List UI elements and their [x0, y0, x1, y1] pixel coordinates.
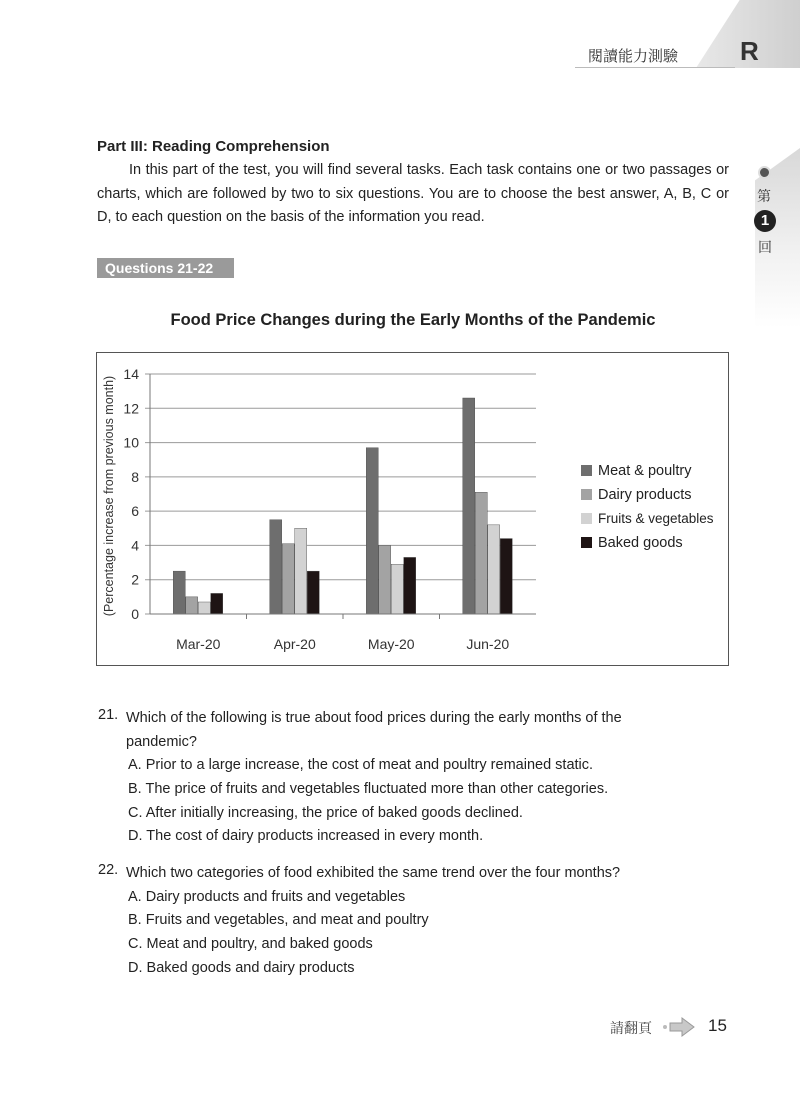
legend-label: Dairy products: [598, 487, 692, 503]
y-tick-label: 6: [131, 503, 139, 520]
option-d[interactable]: D. The cost of dairy products increased in every month.: [128, 828, 484, 844]
option-d[interactable]: D. Baked goods and dairy products: [128, 960, 355, 976]
option-a[interactable]: A. Prior to a large increase, the cost of meat and poultry remained static.: [128, 757, 594, 773]
y-tick-label: 14: [123, 366, 139, 382]
x-tick-label: Mar-20: [176, 636, 221, 652]
option-c[interactable]: C. Meat and poultry, and baked goods: [128, 936, 373, 952]
legend-swatch: [581, 513, 592, 524]
y-tick-label: 8: [131, 468, 139, 485]
bar-meat-poultry: [366, 448, 378, 614]
bar-dairy-products: [186, 597, 198, 614]
legend-label: Fruits & vegetables: [598, 511, 714, 526]
legend-label: Meat & poultry: [598, 463, 692, 479]
question-stem: Which two categories of food exhibited the same trend over the four months?: [126, 865, 621, 881]
y-axis-title: (Percentage increase from previous month): [102, 375, 116, 617]
page-number: 15: [708, 1016, 727, 1035]
questions-badge: Questions 21-22: [97, 258, 234, 278]
bar-dairy-products: [475, 492, 487, 614]
question-number: 22.: [98, 862, 119, 878]
legend-swatch: [581, 489, 592, 500]
section-letter: R: [740, 36, 759, 66]
bar-baked-goods: [404, 557, 416, 614]
side-tab-top-char: 第: [757, 189, 771, 205]
option-a[interactable]: A. Dairy products and fruits and vegetables: [128, 889, 406, 905]
bar-baked-goods: [307, 571, 319, 614]
arrow-right-icon: [660, 1016, 696, 1038]
question-number: 21.: [98, 707, 119, 723]
bar-baked-goods: [500, 539, 512, 614]
side-tab-dot-icon: [758, 166, 771, 179]
option-b[interactable]: B. Fruits and vegetables, and meat and poultry: [128, 912, 429, 928]
y-tick-label: 12: [123, 400, 139, 417]
bar-dairy-products: [282, 544, 294, 614]
bar-fruits-vegetables: [295, 528, 307, 614]
turn-page-label: 請翻頁: [610, 1021, 652, 1037]
question-stem: Which of the following is true about food prices during the early months of the pandemic?: [126, 710, 622, 750]
y-tick-label: 2: [131, 571, 139, 588]
legend-swatch: [581, 465, 592, 476]
legend-label: Baked goods: [598, 535, 683, 551]
header-rule: [575, 67, 735, 68]
bar-fruits-vegetables: [488, 525, 500, 614]
bar-meat-poultry: [270, 520, 282, 614]
part-heading: Part III: Reading Comprehension: [97, 138, 330, 155]
option-b[interactable]: B. The price of fruits and vegetables fluctuated more than other categories.: [128, 781, 609, 797]
part-intro: In this part of the test, you will find several tasks. Each task contains one or two passages or charts, which are followed by two to six questions. You are to choose the best answer, A, B, C or D, to each question on the basis of the information you read.: [97, 162, 729, 225]
y-tick-label: 0: [131, 606, 139, 622]
bar-fruits-vegetables: [391, 564, 403, 614]
x-tick-label: Jun-20: [466, 636, 510, 652]
side-tab-number: 1: [754, 210, 776, 232]
bar-baked-goods: [211, 593, 223, 614]
chart-title: Food Price Changes during the Early Months of the Pandemic: [170, 311, 656, 329]
y-tick-label: 4: [131, 537, 139, 554]
bar-fruits-vegetables: [198, 602, 210, 614]
legend-swatch: [581, 537, 592, 548]
header-title: 閱讀能力測驗: [588, 47, 679, 65]
bar-meat-poultry: [173, 571, 185, 614]
side-tab-bottom-char: 回: [758, 240, 772, 256]
bar-meat-poultry: [463, 398, 475, 614]
chart-frame: [96, 352, 729, 666]
x-tick-label: Apr-20: [273, 636, 316, 652]
y-tick-label: 10: [123, 434, 139, 451]
x-tick-label: May-20: [367, 636, 415, 652]
bar-dairy-products: [379, 545, 391, 614]
bar-chart: [97, 353, 728, 665]
option-c[interactable]: C. After initially increasing, the price of baked goods declined.: [128, 805, 523, 821]
